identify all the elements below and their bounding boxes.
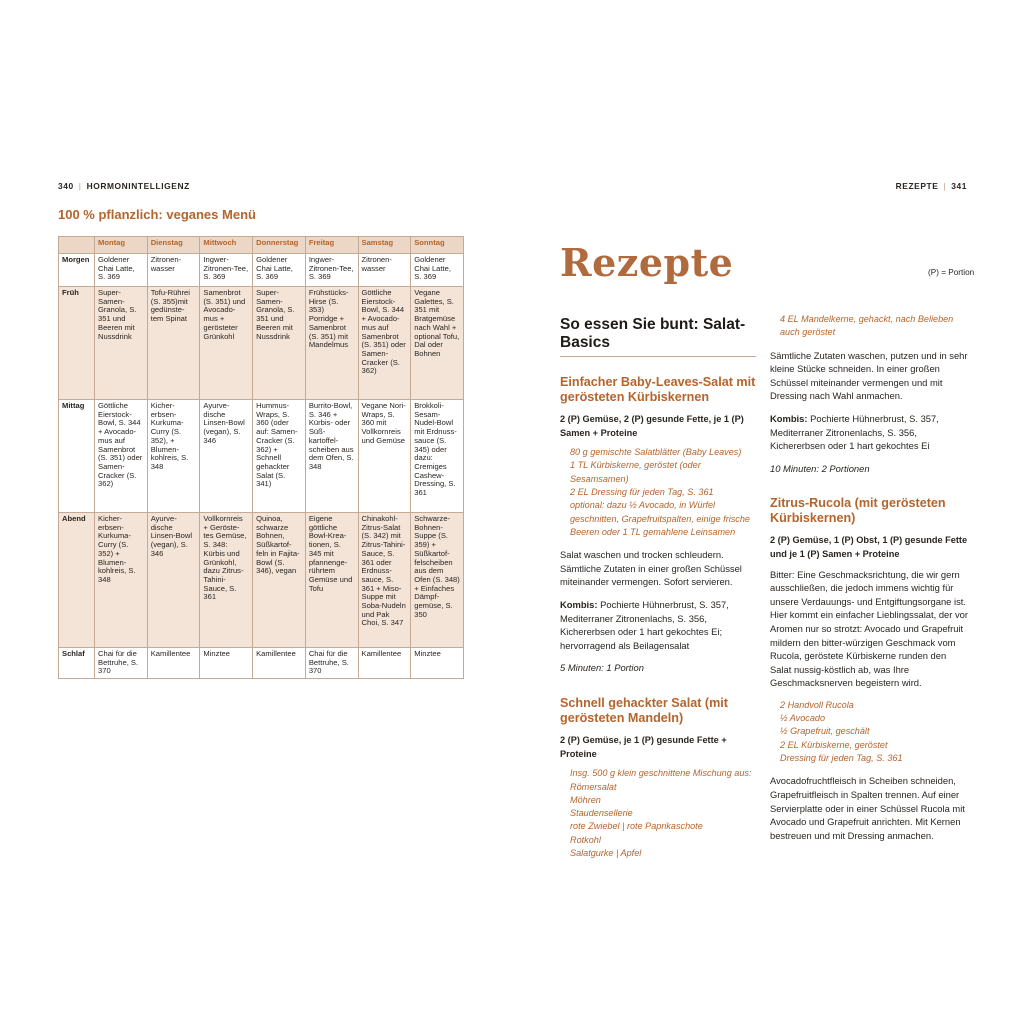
table-row (59, 513, 464, 648)
table-cell: Vollkornreis + Geröste-tes Gemüse, S. 348: Kürbis und Grünkohl, dazu Zitrus-Tahini-Sauce, S. 361 (200, 513, 253, 648)
table-cell: Quinoa, schwarze Bohnen, Süßkartof-feln in Fajita-Bowl (S. 346), vegan (253, 513, 306, 648)
table-cell: Ayurve-dische Linsen-Bowl (vegan), S. 346 (147, 513, 200, 648)
kombis-label: Kombis: (770, 412, 808, 424)
running-head-left (58, 181, 190, 191)
day-header: Sonntag (411, 237, 464, 254)
table-cell: Samenbrot (S. 351) und Avocado-mus + gerösteter Grünkohl (200, 287, 253, 400)
recipe-title: Zitrus-Rucola (mit gerösteten Kürbiskernen) (770, 496, 946, 526)
meal-label: Abend (59, 513, 95, 648)
table-row (59, 400, 464, 513)
ingredient: 2 EL Dressing für jeden Tag, S. 361 (570, 487, 714, 498)
table-cell: Kamillentee (253, 648, 306, 679)
recipe-time: 10 Minuten: 2 Portionen (770, 462, 870, 474)
day-header: Samstag (358, 237, 411, 254)
table-row (59, 648, 464, 679)
day-header: Montag (95, 237, 148, 254)
table-cell: Frühstücks-Hirse (S. 353) Porridge + Samenbrot (S. 351) mit Mandelmus (305, 287, 358, 400)
table-cell: Vegane Galettes, S. 351 mit Bratgemüse nach Wahl + optional Tofu, Dal oder Bohnen (411, 287, 464, 400)
kombis-text: Pochierte Hühnerbrust, S. 357, Mediterraner Zitronenlachs, S. 356, Kichererbsen oder 1 hart gekochtes Ei (770, 412, 939, 452)
table-cell: Kicher-erbsen-Kurkuma-Curry (S. 352) + Blumen-kohlreis, S. 348 (95, 513, 148, 648)
table-cell: Chinakohl-Zitrus-Salat (S. 342) mit Zitrus-Tahini-Sauce, S. 361 oder Erdnuss-sauce, S. 361 + Miso-Suppe mit Soba-Nudeln und Pak Choi, S. 347 (358, 513, 411, 648)
table-cell: Kicher-erbsen-Kurkuma-Curry (S. 352), + Blumen-kohlreis, S. 348 (147, 400, 200, 513)
recipe-kombis (770, 412, 968, 453)
table-cell: Goldener Chai Latte, S. 369 (95, 254, 148, 287)
page-number-left: 340 (58, 181, 74, 191)
section-name-left: HORMONINTELLIGENZ (86, 181, 190, 191)
day-header: Mittwoch (200, 237, 253, 254)
text-column-left (560, 316, 756, 869)
table-cell: Zitronen-wasser (358, 254, 411, 287)
ingredient: optional: dazu ½ Avocado, in Würfel geschnitten, Grapefruitspalten, einige frische Beeren oder 1 TL gemahlene Leinsamen (570, 500, 750, 537)
ingredient: 80 g gemischte Salatblätter (Baby Leaves) (570, 447, 742, 458)
right-page (512, 0, 1024, 1024)
table-cell: Eigene göttliche Bowl-Krea-tionen, S. 345 mit pfannenge-rührtem Gemüse und Tofu (305, 513, 358, 648)
table-cell: Ingwer-Zitronen-Tee, S. 369 (200, 254, 253, 287)
ingredient: Römersalat (570, 781, 617, 792)
day-header: Donnerstag (253, 237, 306, 254)
table-cell: Super-Samen-Granola, S. 351 und Beeren mit Nussdrink (95, 287, 148, 400)
text-column-right (770, 313, 968, 851)
meal-label: Mittag (59, 400, 95, 513)
table-cell: Super-Samen-Granola, S. 351 und Beeren mit Nussdrink (253, 287, 306, 400)
table-corner-cell (59, 237, 95, 254)
ingredient-list (560, 446, 756, 539)
page-number-right: 341 (951, 181, 967, 191)
ingredient: Insg. 500 g klein geschnittene Mischung aus: (570, 768, 752, 779)
recipe-portions: 2 (P) Gemüse, je 1 (P) gesunde Fette + Proteine (560, 735, 727, 759)
table-cell: Hummus-Wraps, S. 360 (oder auf: Samen-Cracker (S. 362) + Schnell gehackter Salat (S. 341) (253, 400, 306, 513)
recipe-portions: 2 (P) Gemüse, 1 (P) Obst, 1 (P) gesunde Fette und je 1 (P) Samen + Proteine (770, 535, 968, 559)
day-header: Freitag (305, 237, 358, 254)
table-cell: Ingwer-Zitronen-Tee, S. 369 (305, 254, 358, 287)
table-cell: Ayurve-dische Linsen-Bowl (vegan), S. 346 (200, 400, 253, 513)
table-cell: Goldener Chai Latte, S. 369 (253, 254, 306, 287)
table-cell: Chai für die Bettruhe, S. 370 (95, 648, 148, 679)
recipe-method: Sämtliche Zutaten waschen, putzen und in sehr kleine Stücke schneiden. In einer großen Schüssel miteinander vermengen und mit Dressing nach Wahl anmachen. (770, 349, 968, 402)
ingredient-list-continued (770, 313, 968, 340)
kombis-text: Pochierte Hühnerbrust, S. 357, Mediterraner Zitronenlachs, S. 356, Kichererbsen oder 1 hart gekochtes Ei; hervorragend als Beilagensalat (560, 599, 729, 651)
ingredient-list (770, 699, 968, 765)
table-row (59, 254, 464, 287)
running-head-right (896, 181, 967, 191)
portion-legend: (P) = Portion (928, 268, 975, 277)
table-cell: Göttliche Eierstock-Bowl, S. 344 + Avocado-mus auf Samenbrot (S. 351) oder Samen-Cracker (S. 362) (358, 287, 411, 400)
recipe-portions: 2 (P) Gemüse, 2 (P) gesunde Fette, je 1 (P) Samen + Proteine (560, 414, 744, 438)
table-cell: Goldener Chai Latte, S. 369 (411, 254, 464, 287)
vegan-menu-table (58, 236, 464, 679)
table-cell: Kamillentee (358, 648, 411, 679)
menu-title: 100 % pflanzlich: veganes Menü (58, 207, 256, 222)
recipe-method: Avocadofruchtfleisch in Scheiben schneiden, Grapefruitfleisch in Spalten trennen. Auf einer Servierplatte oder in einer Schüssel Rucola mit Avocado und Grapefruit anrichten. Mit Kernen bestreuen und mit Dressing anmachen. (770, 775, 965, 841)
day-header: Dienstag (147, 237, 200, 254)
table-cell: Tofu-Rührei (S. 355)mit gedünste-tem Spinat (147, 287, 200, 400)
table-cell: Göttliche Eierstock-Bowl, S. 344 + Avocado-mus auf Samenbrot (S. 351) oder Samen-Cracker (S. 362) (95, 400, 148, 513)
table-cell: Vegane Nori-Wraps, S. 360 mit Vollkornreis und Gemüse (358, 400, 411, 513)
kombis-label: Kombis: (560, 599, 598, 611)
table-cell: Zitronen-wasser (147, 254, 200, 287)
ingredient: Staudensellerie (570, 808, 633, 819)
ingredient: ½ Grapefruit, geschält (780, 726, 870, 737)
meal-label: Morgen (59, 254, 95, 287)
table-row (59, 287, 464, 400)
table-cell: Minztee (200, 648, 253, 679)
ingredient: Rotkohl (570, 834, 601, 845)
meal-label: Schlaf (59, 648, 95, 679)
table-cell: Chai für die Bettruhe, S. 370 (305, 648, 358, 679)
ingredient: 2 Handvoll Rucola (780, 699, 854, 710)
table-cell: Kamillentee (147, 648, 200, 679)
ingredient: 1 TL Kürbiskerne, geröstet (oder Sesamsamen) (570, 460, 701, 484)
table-cell: Burrito-Bowl, S. 346 + Kürbis- oder Süß-kartoffel-scheiben aus dem Ofen, S. 348 (305, 400, 358, 513)
recipe-kombis (560, 598, 756, 652)
ingredient-list (560, 767, 756, 860)
table-cell: Brokkoli-Sesam-Nudel-Bowl mit Erdnuss-sauce (S. 345) oder dazu: Cremiges Cashew-Dressing, S. 361 (411, 400, 464, 513)
meal-label: Früh (59, 287, 95, 400)
ingredient: 4 EL Mandelkerne, gehackt, nach Belieben auch geröstet (780, 314, 954, 338)
ingredient: Dressing für jeden Tag, S. 361 (780, 753, 903, 764)
subsection-title: So essen Sie bunt: Salat-Basics (560, 316, 756, 357)
recipe-intro: Bitter: Eine Geschmacksrichtung, die wir gern ausschließen, die jedoch immens wichtig für unsere Verdauungs- und Entgiftungsorgane ist. Hier kommt ein einfacher Lieblingssalat, der vor Aromen nur so strotzt: Avocado und Grapefruit mildern den bitter-würzigen Geschmack vom Rucola, geröstete Kürbiskerne runden den Salat nussig-köstlich ab, was Ihre Geschmacksnerven begeistern wird. (770, 568, 969, 689)
table-cell: Minztee (411, 648, 464, 679)
table-cell: Schwarze-Bohnen-Suppe (S. 359) + Süßkartof-felscheiben aus dem Ofen (S. 348) + Einfaches Dämpf-gemüse, S. 350 (411, 513, 464, 648)
section-name-right: REZEPTE (895, 181, 939, 191)
recipe-time: 5 Minuten: 1 Portion (560, 662, 644, 674)
running-head-separator: | (78, 181, 82, 191)
chapter-title: Rezepte (560, 240, 734, 285)
ingredient: 2 EL Kürbiskerne, geröstet (780, 739, 888, 750)
table-header-row (59, 237, 464, 254)
ingredient: Möhren (570, 794, 601, 805)
recipe-method: Salat waschen und trocken schleudern. Sämtliche Zutaten in einer großen Schüssel miteinander vermengen. Sofort servieren. (560, 549, 742, 588)
ingredient: ½ Avocado (780, 713, 825, 724)
recipe-title: Einfacher Baby-Leaves-Salat mit gerösteten Kürbiskernen (560, 375, 756, 404)
running-head-separator: | (943, 181, 947, 191)
ingredient: rote Zwiebel | rote Paprikaschote (570, 821, 703, 832)
ingredient: Salatgurke | Apfel (570, 847, 642, 858)
recipe-title: Schnell gehackter Salat (mit gerösteten Mandeln) (560, 696, 728, 726)
